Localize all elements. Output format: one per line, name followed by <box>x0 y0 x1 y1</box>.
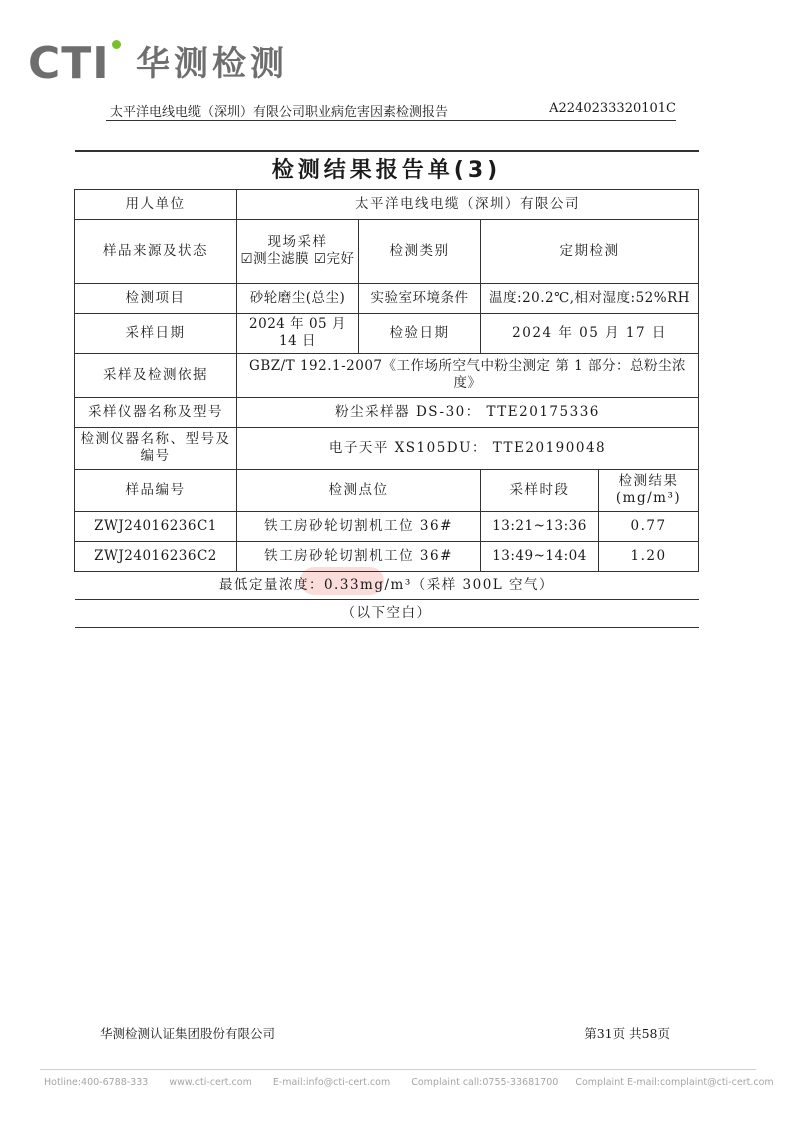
client-label: 用人单位 <box>75 189 237 219</box>
col-header-result-unit: (mg/m³) <box>615 490 682 506</box>
row-result: 1.20 <box>599 541 699 571</box>
report-number: A2240233320101C <box>549 101 676 116</box>
contact-email: E-mail:info@cti-cert.com <box>272 1077 391 1088</box>
min-concentration-note: 最低定量浓度：0.33mg/m³（采样 300L 空气） <box>75 571 699 599</box>
test-instrument-value: 电子天平 XS105DU： TTE20190048 <box>237 427 699 469</box>
contact-line <box>44 1077 792 1088</box>
logo-brand: CTI <box>28 38 110 89</box>
col-header-sample-id: 样品编号 <box>75 469 237 511</box>
col-header-result <box>599 469 699 511</box>
lab-env-label: 实验室环境条件 <box>359 283 481 313</box>
logo-name-cn: 华测检测 <box>136 44 288 84</box>
sampling-date-value: 2024 年 05 月 14 日 <box>237 313 359 353</box>
row-location: 铁工房砂轮切割机工位 36# <box>237 511 481 541</box>
company-logo <box>28 34 288 94</box>
basis-label: 采样及检测依据 <box>75 353 237 397</box>
test-date-value: 2024 年 05 月 17 日 <box>481 313 699 353</box>
test-item-label: 检测项目 <box>75 283 237 313</box>
test-type-value: 定期检测 <box>481 219 699 283</box>
row-period: 13:49~14:04 <box>481 541 599 571</box>
sample-source-line2: ☑测尘滤膜 ☑完好 <box>240 251 355 267</box>
contact-complaint-call: Complaint call:0755-33681700 <box>411 1077 559 1088</box>
table-title: 检测结果报告单(3) <box>75 151 699 189</box>
page-info: 第31页 共58页 <box>584 1026 670 1041</box>
lab-env-value: 温度:20.2℃,相对湿度:52%RH <box>481 283 699 313</box>
table-row <box>75 541 699 571</box>
sampling-instrument-value: 粉尘采样器 DS-30： TTE20175336 <box>237 397 699 427</box>
row-period: 13:21~13:36 <box>481 511 599 541</box>
sample-source-label: 样品来源及状态 <box>75 219 237 283</box>
footer-divider <box>40 1069 756 1070</box>
footer-company: 华测检测认证集团股份有限公司 <box>100 1026 276 1041</box>
contact-hotline: Hotline:400-6788-333 <box>44 1077 149 1088</box>
basis-value: GBZ/T 192.1-2007《工作场所空气中粉尘测定 第 1 部分：总粉尘浓度》 <box>237 353 699 397</box>
contact-complaint-email: Complaint E-mail:complaint@cti-cert.com <box>575 1077 774 1088</box>
table-row <box>75 511 699 541</box>
col-header-result-label: 检测结果 <box>618 473 679 489</box>
blank-note: （以下空白） <box>75 599 699 627</box>
test-date-label: 检验日期 <box>359 313 481 353</box>
col-header-location: 检测点位 <box>237 469 481 511</box>
test-instrument-label: 检测仪器名称、型号及编号 <box>75 427 237 469</box>
row-result: 0.77 <box>599 511 699 541</box>
header-divider <box>106 120 676 121</box>
client-value: 太平洋电线电缆（深圳）有限公司 <box>237 189 699 219</box>
logo-dot-icon <box>112 40 121 49</box>
test-type-label: 检测类别 <box>359 219 481 283</box>
row-sample-id: ZWJ24016236C2 <box>75 541 237 571</box>
report-title: 太平洋电线电缆（深圳）有限公司职业病危害因素检测报告 <box>110 105 449 120</box>
row-sample-id: ZWJ24016236C1 <box>75 511 237 541</box>
test-item-value: 砂轮磨尘(总尘) <box>237 283 359 313</box>
col-header-period: 采样时段 <box>481 469 599 511</box>
result-table <box>74 150 699 628</box>
sample-source-value <box>237 219 359 283</box>
contact-website: www.cti-cert.com <box>169 1077 252 1088</box>
sampling-instrument-label: 采样仪器名称及型号 <box>75 397 237 427</box>
sampling-date-label: 采样日期 <box>75 313 237 353</box>
row-location: 铁工房砂轮切割机工位 36# <box>237 541 481 571</box>
sample-source-line1: 现场采样 <box>267 234 328 250</box>
